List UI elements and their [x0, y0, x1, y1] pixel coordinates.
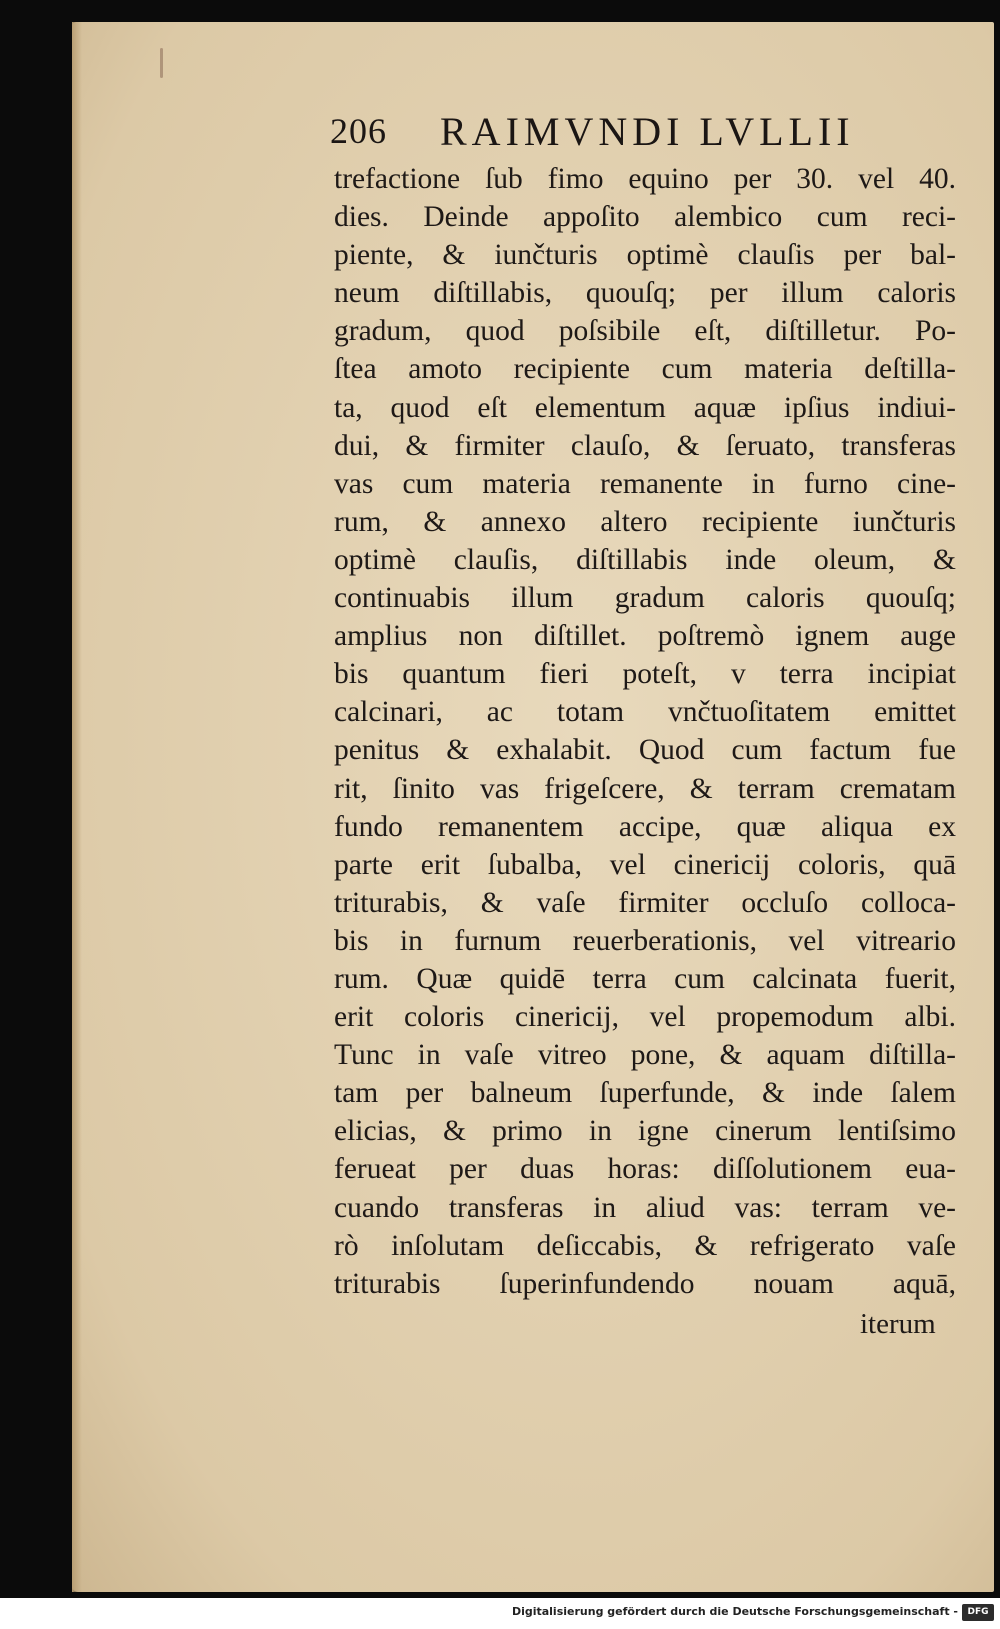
- digitization-footer: [0, 1598, 1000, 1629]
- text-line: penitus & exhalabit. Quod cum factum fue: [334, 734, 956, 767]
- text-line: rit, ſinito vas frigeſcere, & terram crematam: [334, 772, 956, 805]
- text-line: dies. Deinde appoſito alembico cum reci-: [334, 201, 956, 234]
- text-line: Tunc in vaſe vitreo pone, & aquam diſtilla-: [334, 1039, 956, 1072]
- dfg-logo: DFG: [962, 1604, 994, 1621]
- catchword: iterum: [860, 1308, 936, 1340]
- text-line: optimè clauſis, diſtillabis inde oleum, &: [334, 543, 956, 576]
- text-line: ſtea amoto recipiente cum materia deſtilla-: [334, 353, 956, 386]
- text-line: amplius non diſtillet. poſtremò ignem auge: [334, 620, 956, 653]
- text-line: triturabis ſuperinfundendo nouam aquā,: [334, 1267, 956, 1300]
- body-text: [334, 160, 956, 1303]
- page-number: 206: [330, 111, 387, 151]
- text-line: erit coloris cinericij, vel propemodum albi.: [334, 1001, 956, 1034]
- text-line: cuando transferas in aliud vas: terram ve-: [334, 1191, 956, 1224]
- text-line: ferueat per duas horas: diſſolutionem eua-: [334, 1153, 956, 1186]
- page-header: [330, 108, 890, 158]
- text-line: ta, quod eſt elementum aquæ ipſius indiui-: [334, 391, 956, 424]
- text-line: parte erit ſubalba, vel cinericij coloris, quā: [334, 848, 956, 881]
- text-line: rò inſolutam deſiccabis, & refrigerato vaſe: [334, 1229, 956, 1262]
- text-line: piente, & iunčturis optimè clauſis per bal-: [334, 239, 956, 272]
- text-line: rum. Quæ quidē terra cum calcinata fuerit,: [334, 962, 956, 995]
- funding-credit: Digitalisierung gefördert durch die Deutsche Forschungsgemeinschaft -: [511, 1605, 958, 1618]
- text-line: triturabis, & vaſe firmiter occluſo colloca-: [334, 886, 956, 919]
- text-line: neum diſtillabis, quouſq; per illum caloris: [334, 277, 956, 310]
- page-ink-mark: [160, 48, 163, 78]
- page-gutter-shadow: [72, 22, 82, 1592]
- text-line: rum, & annexo altero recipiente iunčturis: [334, 505, 956, 538]
- text-line: gradum, quod poſsibile eſt, diſtilletur. Po-: [334, 315, 956, 348]
- text-line: elicias, & primo in igne cinerum lentiſsimo: [334, 1115, 956, 1148]
- text-line: vas cum materia remanente in furno cine-: [334, 467, 956, 500]
- text-line: dui, & firmiter clauſo, & ſeruato, transferas: [334, 429, 956, 462]
- text-line: continuabis illum gradum caloris quouſq;: [334, 582, 956, 615]
- text-line: trefactione ſub fimo equino per 30. vel 40.: [334, 163, 956, 195]
- running-head: RAIMVNDI LVLLII: [440, 109, 855, 154]
- text-line: bis in furnum reuerberationis, vel vitreario: [334, 924, 956, 957]
- text-line: calcinari, ac totam vnčtuoſitatem emittet: [334, 696, 956, 729]
- text-line: bis quantum fieri poteſt, v terra incipiat: [334, 658, 956, 691]
- text-line: fundo remanentem accipe, quæ aliqua ex: [334, 810, 956, 843]
- text-line: tam per balneum ſuperfunde, & inde ſalem: [334, 1077, 956, 1110]
